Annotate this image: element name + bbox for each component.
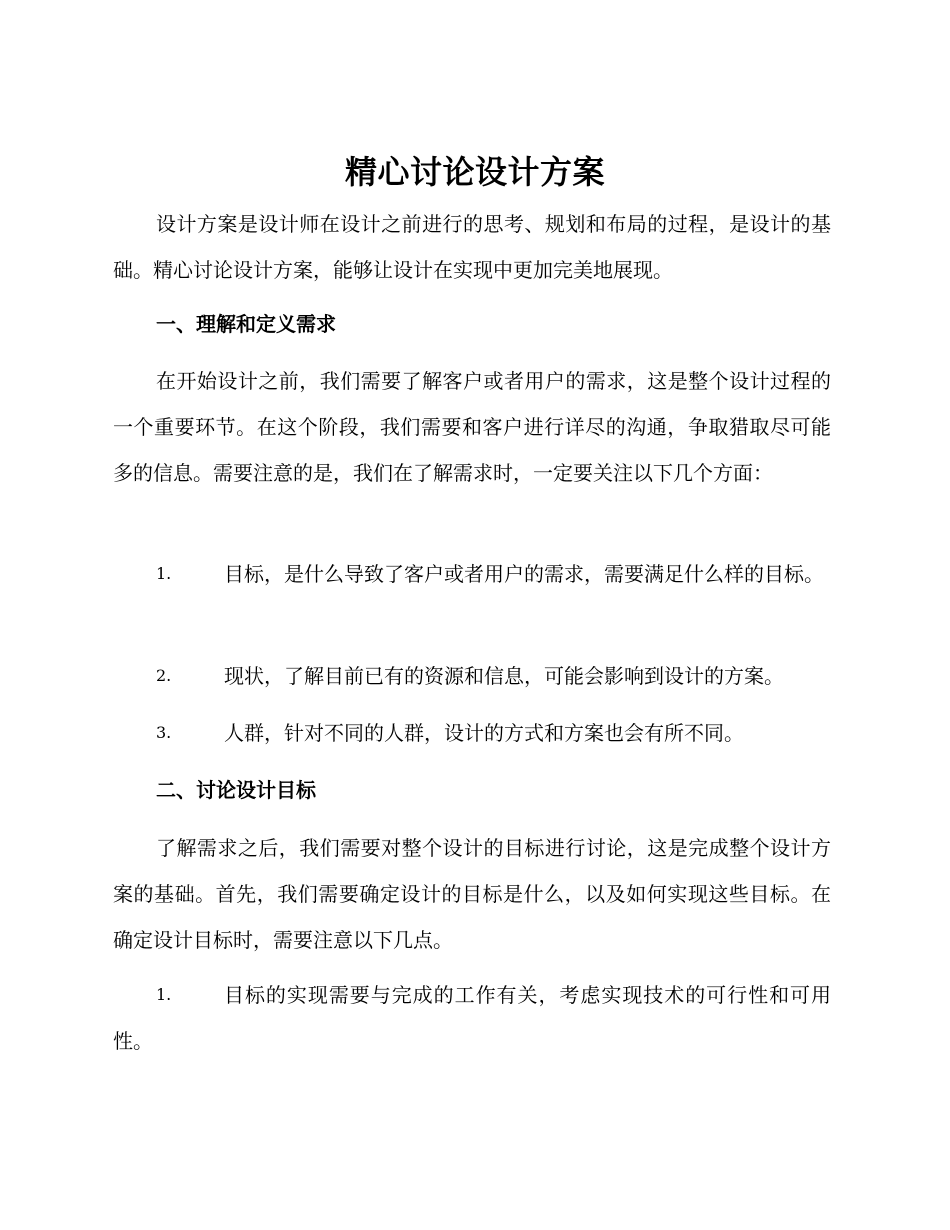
section-1-paragraph: 在开始设计之前，我们需要了解客户或者用户的需求，这是整个设计过程的一个重要环节。在这个阶段，我们需要和客户进行详尽的沟通，争取猎取尽可能多的信息。需要注意的是，我们在了解需求时，一定要关注以下几个方面： bbox=[113, 369, 831, 485]
list-item bbox=[113, 551, 831, 597]
list-item-number: 3. bbox=[156, 723, 172, 742]
intro-paragraph: 设计方案是设计师在设计之前进行的思考、规划和布局的过程，是设计的基础。精心讨论设计方案，能够让设计在实现中更加完美地展现。 bbox=[113, 212, 831, 282]
list-item bbox=[113, 972, 831, 1064]
section-2-paragraph: 了解需求之后，我们需要对整个设计的目标进行讨论，这是完成整个设计方案的基础。首先，我们需要确定设计的目标是什么，以及如何实现这些目标。在确定设计目标时，需要注意以下几点。 bbox=[113, 836, 831, 952]
document-title: 精心讨论设计方案 bbox=[344, 153, 605, 191]
list-item-text: 现状，了解目前已有的资源和信息，可能会影响到设计的方案。 bbox=[224, 664, 784, 688]
section-heading-1: 一、理解和定义需求 bbox=[156, 312, 336, 336]
list-item-number: 2. bbox=[156, 666, 172, 685]
list-item-number: 1. bbox=[156, 985, 172, 1004]
list-item-text: 人群，针对不同的人群，设计的方式和方案也会有所不同。 bbox=[224, 721, 744, 745]
list-item-text: 目标的实现需要与完成的工作有关，考虑实现技术的可行性和可用性。 bbox=[113, 983, 831, 1053]
section-heading-2: 二、讨论设计目标 bbox=[156, 778, 316, 802]
list-item-number: 1. bbox=[156, 564, 172, 583]
list-item bbox=[113, 710, 831, 756]
list-item-text: 目标，是什么导致了客户或者用户的需求，需要满足什么样的目标。 bbox=[224, 562, 824, 586]
list-item bbox=[113, 653, 831, 699]
